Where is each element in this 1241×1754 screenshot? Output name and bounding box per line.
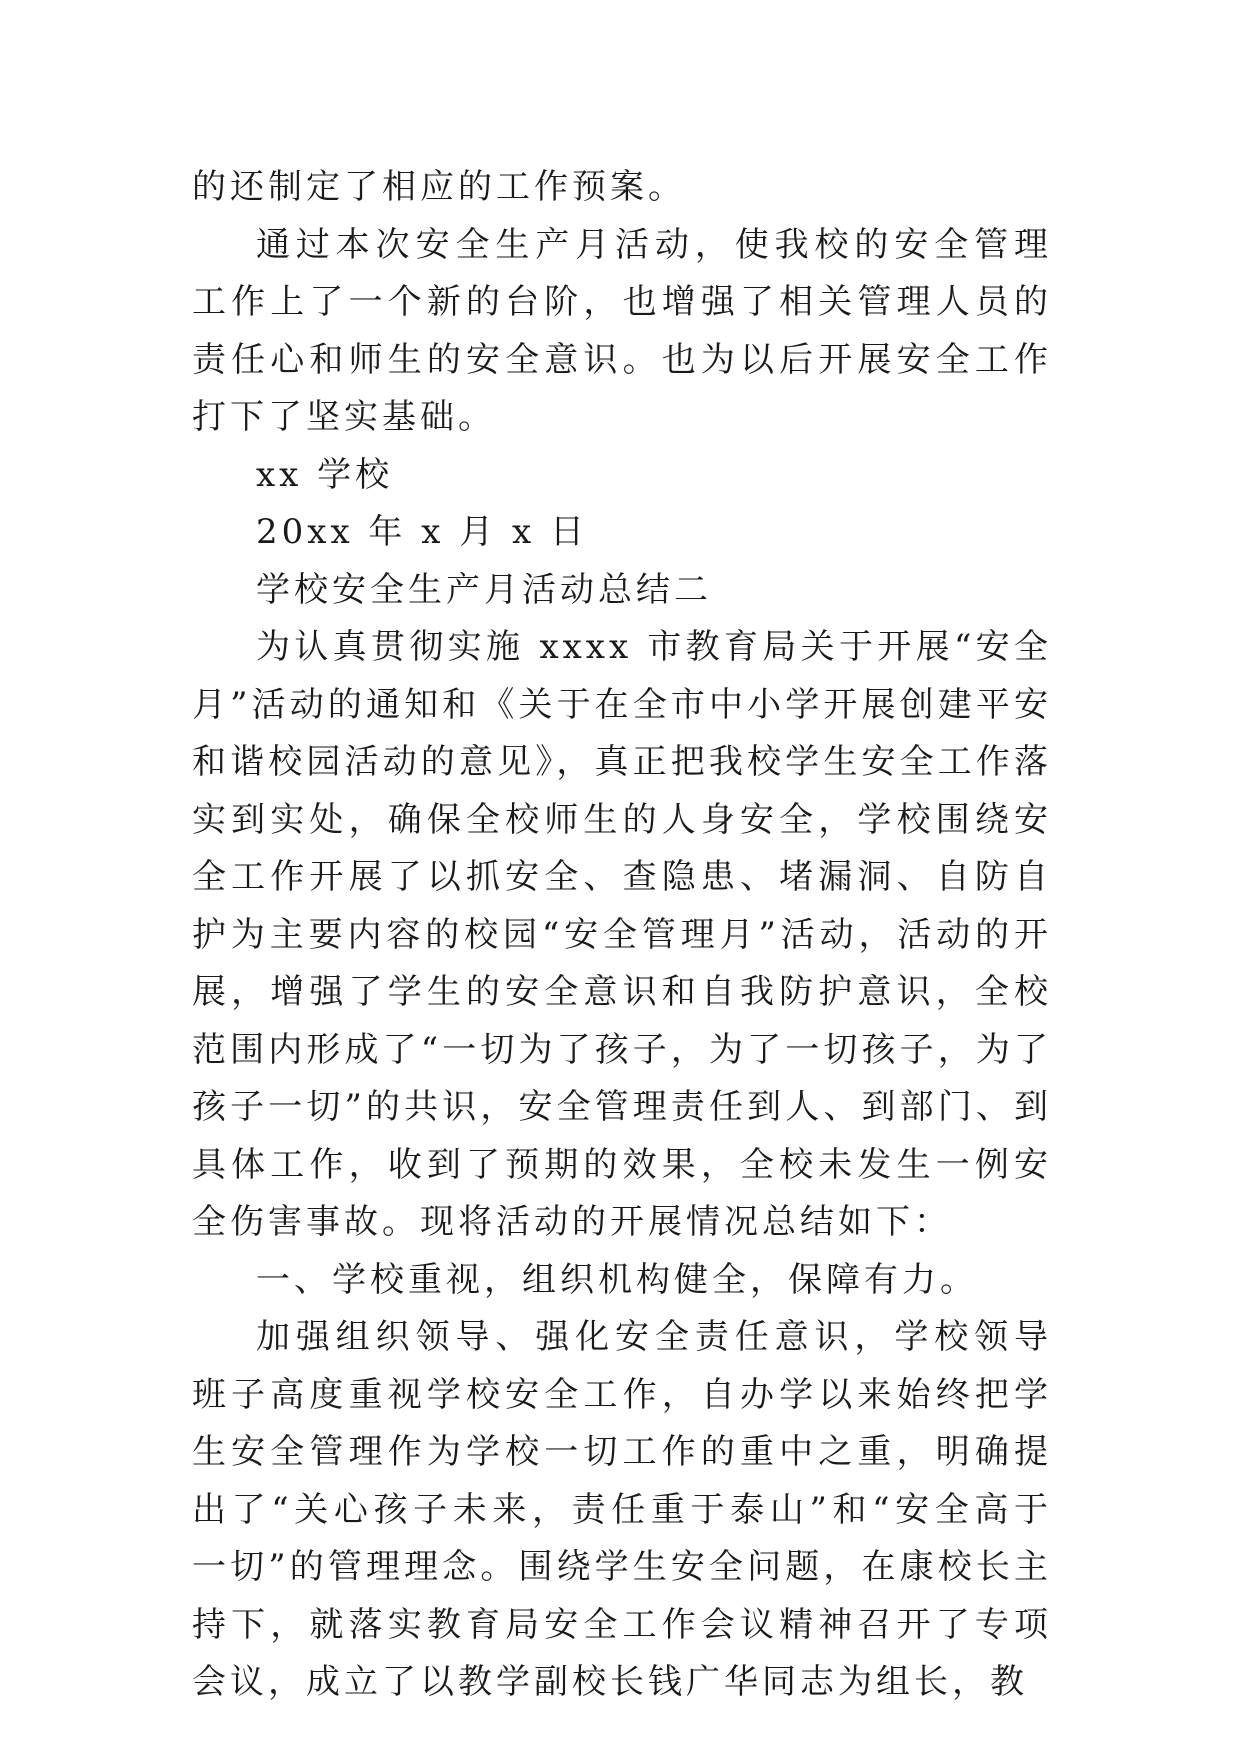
signature-school: xx 学校 — [256, 454, 394, 495]
section-title: 学校安全生产月活动总结二 — [256, 569, 712, 610]
paragraph-plan-note: 的还制定了相应的工作预案。 — [192, 167, 686, 207]
paragraph-leadership: 加强组织领导、强化安全责任意识，学校领导班子高度重视学校安全工作，自办学以来始终把学生安全管理作为学校一切工作的重中之重，明确提出了“关心孩子未来，责任重于泰山”和“安全高于一切”的管理理念。围绕学生安全问题，在康校长主持下，就落实教育局安全工作会议精神召开了专项会议，成立了以教学副校长钱广华同志为组长，教 — [192, 1317, 1052, 1702]
document-body — [192, 159, 1052, 1712]
heading-point-one: 一、学校重视，组织机构健全，保障有力。 — [256, 1259, 978, 1300]
signature-date: 20xx 年 x 月 x 日 — [256, 512, 589, 552]
paragraph-activity-result: 通过本次安全生产月活动，使我校的安全管理工作上了一个新的台阶，也增强了相关管理人员的责任心和师生的安全意识。也为以后开展安全工作打下了坚实基础。 — [192, 224, 1052, 437]
paragraph-introduction: 为认真贯彻实施 xxxx 市教育局关于开展“安全月”活动的通知和《关于在全市中小学开展创建平安和谐校园活动的意见》，真正把我校学生安全工作落实到实处，确保全校师生的人身安全，学校围绕安全工作开展了以抓安全、查隐患、堵漏洞、自防自护为主要内容的校园“安全管理月”活动，活动的开展，增强了学生的安全意识和自我防护意识，全校范围内形成了“一切为了孩子，为了一切孩子，为了孩子一切”的共识，安全管理责任到人、到部门、到具体工作，收到了预期的效果，全校未发生一例安全伤害事故。现将活动的开展情况总结如下： — [192, 627, 1052, 1242]
